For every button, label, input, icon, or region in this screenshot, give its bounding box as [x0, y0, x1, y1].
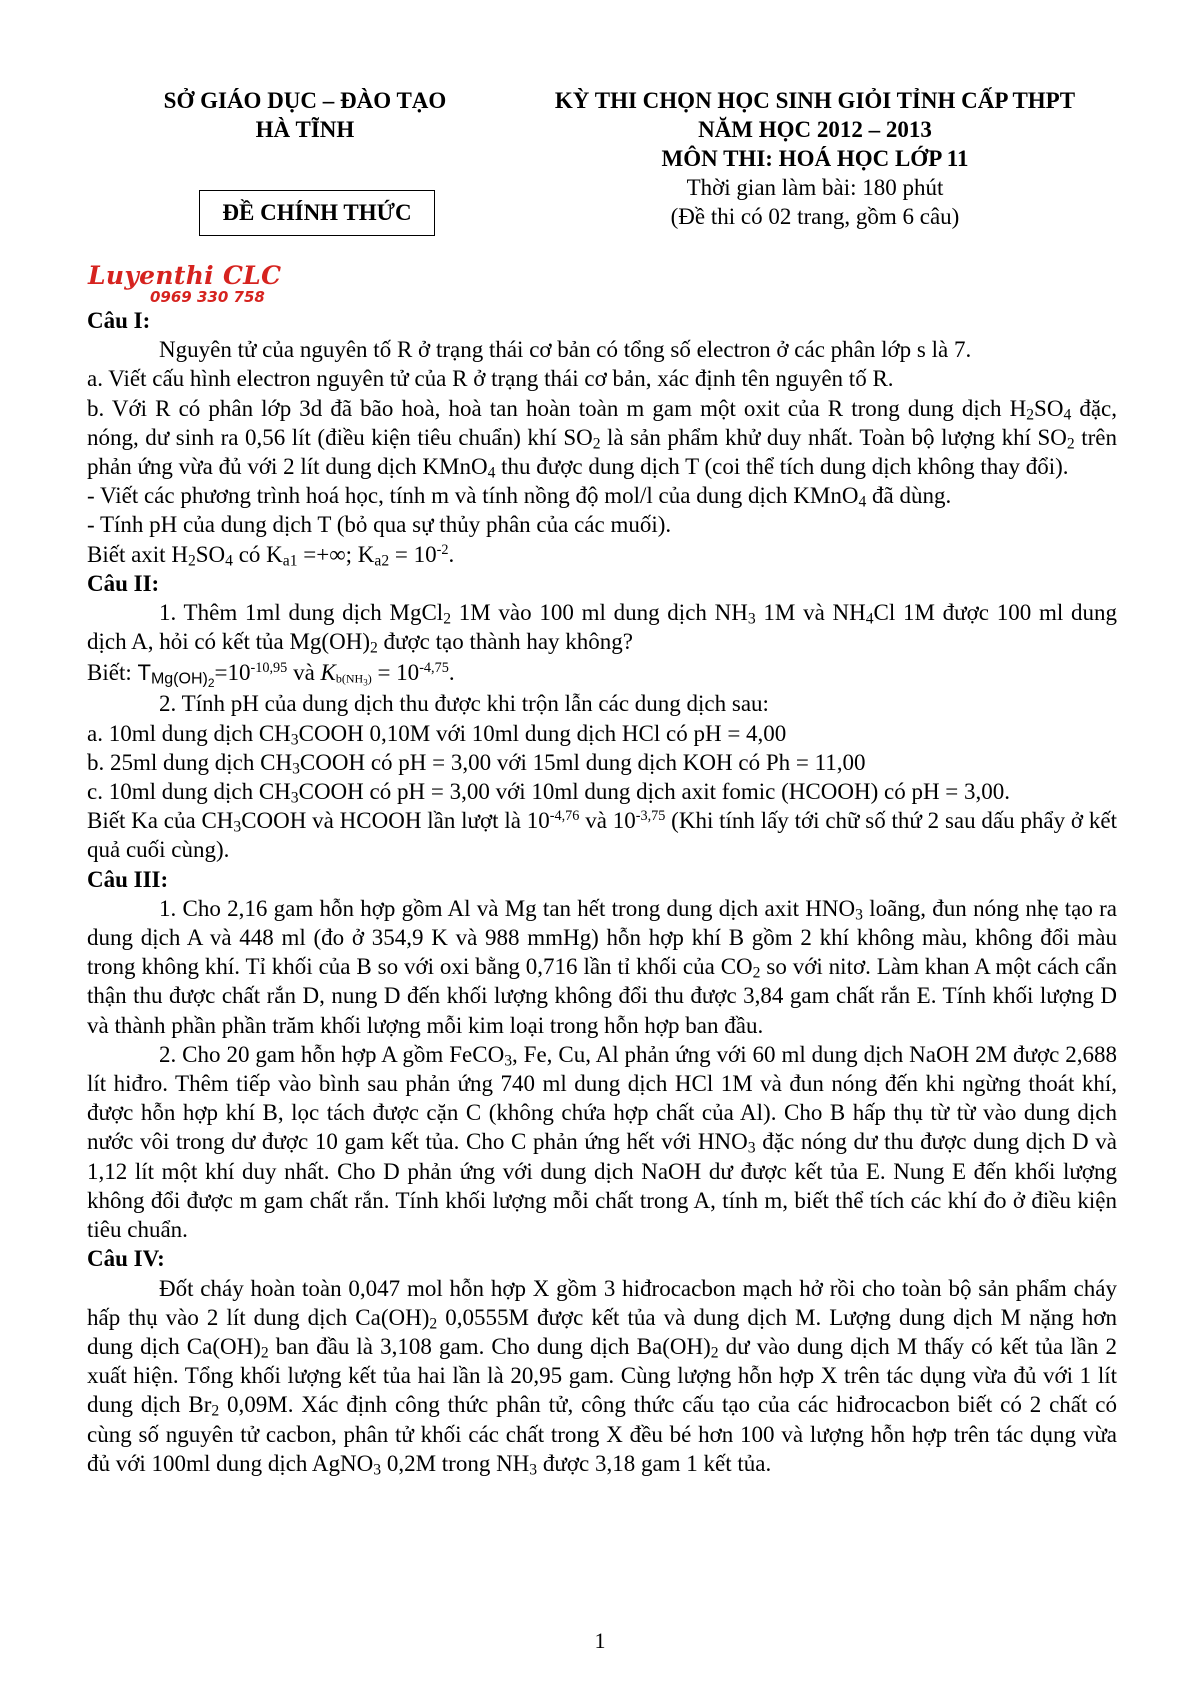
question-4-text: Đốt cháy hoàn toàn 0,047 mol hỗn hợp X gồm 3 hiđrocacbon mạch hở rồi cho toàn bộ sản phẩm cháy hấp thụ vào 2 lít dung dịch $Ca(OH)_2$ 0,0555M được kết tủa và dung dịch M. Lượng dung dịch M nặng hơn dung dịch $Ca(OH)_2$ ban đầu là 3,108 gam. Cho dung dịch $Ba(OH)_2$ dư vào dung dịch M thấy có kết tủa lần 2 xuất hiện. Tổng khối lượng kết tủa hai lần là 20,95 gam. Cùng lượng hỗn hợp X trên tác dụng vừa đủ với 1 lít dung dịch $Br_2$ 0,09M. Xác định công thức phân tử, công thức cấu tạo của các hiđrocacbon biết có 2 chất có cùng số nguyên tử cacbon, phân tử khối các chất trong X đều bé hơn 100 và lượng hỗn hợp trên tác dụng vừa đủ với 100ml dung dịch AgNO$_3$ 0,2M trong $NH_3$ được 3,18 gam 1 kết tủa. [87, 1275, 1117, 1479]
question-1-part-a: a. Viết cấu hình electron nguyên tử của R ở trạng thái cơ bản, xác định tên nguyên tố R. [87, 366, 894, 392]
question-2-case-a: a. 10ml dung dịch $CH_3COOH$ 0,10M với 10ml dung dịch HCl có pH = 4,00 [87, 720, 787, 749]
question-3-title: Câu III: [87, 866, 169, 892]
question-2-constants: Biết: $T_{Mg(OH)2}=10^{-10,95}$ và $K_{b(NH3)} = 10^{-4,75}$. [87, 660, 455, 691]
question-3-part-1: 1. Cho 2,16 gam hỗn hợp gồm Al và Mg tan hết trong dung dịch axit $HNO_3$ loãng, đun nóng nhẹ tạo ra dung dịch A và 448 ml (đo ở 354,9 K và 988 mmHg) hỗn hợp khí B gồm 2 khí không màu, không đổi màu trong không khí. Tỉ khối của B so với oxi bằng 0,716 lần tỉ khối của $CO_2$ so với nitơ. Làm khan A một cách cẩn thận thu được chất rắn D, nung D đến khối lượng không đổi thu được 3,84 gam chất rắn E. Tính khối lượng D và thành phần phần trăm khối lượng mỗi kim loại trong hỗn hợp ban đầu. [87, 895, 1118, 1038]
logo-phone: 0969 330 758 [150, 288, 265, 306]
question-2-case-b: b. 25ml dung dịch $CH_3COOH$ có pH = 3,00 với 15ml dung dịch KOH có Ph = 11,00 [87, 749, 866, 778]
exam-body [87, 306, 1117, 1478]
school-year: NĂM HỌC 2012 – 2013 [698, 117, 932, 142]
question-1-given: Biết axit $H_2SO_4$ có $K_{a1}$ =+∞; $K_{a2} = 10^{-2}$. [87, 541, 455, 570]
province-name: HÀ TĨNH [255, 117, 355, 142]
question-4-title: Câu IV: [87, 1246, 165, 1272]
question-1-part-b: b. Với R có phân lớp 3d đã bão hoà, hoà tan hoàn toàn m gam một oxit của R trong dung dịch $H_2SO_4$ đặc, nóng, dư sinh ra 0,56 lít (điều kiện tiêu chuẩn) khí $SO_2$ là sản phẩm khử duy nhất. Toàn bộ lượng khí $SO_2$ trên phản ứng vừa đủ với 2 lít dung dịch KMnO$_4$ thu được dung dịch T (coi thể tích dung dịch không thay đổi). [87, 395, 1118, 482]
subject: MÔN THI: HOÁ HỌC LỚP 11 [661, 146, 969, 171]
time-limit: Thời gian làm bài: 180 phút [686, 175, 944, 200]
department-name: SỞ GIÁO DỤC – ĐÀO TẠO [163, 88, 447, 113]
question-1-task-1: - Viết các phương trình hoá học, tính m và tính nồng độ mol/l của dung dịch KMnO$_4$ đã dùng. [87, 483, 952, 511]
question-1-intro: Nguyên tử của nguyên tố R ở trạng thái cơ bản có tổng số electron ở các phân lớp s là 7. [159, 337, 972, 363]
exam-info: (Đề thi có 02 trang, gồm 6 câu) [670, 204, 960, 229]
official-exam-box: ĐỀ CHÍNH THỨC [199, 190, 435, 236]
question-2-part-2: 2. Tính pH của dung dịch thu được khi trộn lẫn các dung dịch sau: [159, 691, 769, 717]
exam-title: KỲ THI CHỌN HỌC SINH GIỎI TỈNH CẤP THPT [554, 88, 1076, 113]
question-2-ka-note: Biết Ka của $CH_3COOH$ và HCOOH lần lượt là $10^{-4,76}$ và $10^{-3,75}$ (Khi tính lấy tới chữ số thứ 2 sau dấu phẩy ở kết quả cuối cùng). [87, 808, 1117, 863]
question-2-case-c: c. 10ml dung dịch $CH_3COOH$ có pH = 3,00 với 10ml dung dịch axit fomic (HCOOH) có pH = 3,00. [87, 779, 1011, 807]
header-right [505, 86, 1125, 231]
header-left [130, 86, 480, 144]
question-1-task-2: - Tính pH của dung dịch T (bỏ qua sự thủy phân của các muối). [87, 512, 672, 538]
page-number: 1 [594, 1628, 606, 1653]
question-2-part-1: 1. Thêm 1ml dung dịch MgCl$_2$ 1M vào 100 ml dung dịch $NH_3$ 1M và $NH_4Cl$ 1M được 100 ml dung dịch A, hỏi có kết tủa $Mg(OH)_2$ được tạo thành hay không? [87, 600, 1117, 657]
luyenthi-logo [88, 262, 318, 305]
question-1-title: Câu I: [87, 308, 151, 333]
question-3-part-2: 2. Cho 20 gam hỗn hợp A gồm FeCO$_3$, Fe, Cu, Al phản ứng với 60 ml dung dịch NaOH 2M được 2,688 lít hiđro. Thêm tiếp vào bình sau phản ứng 740 ml dung dịch HCl 1M và đun nóng đến khi ngừng thoát khí, được hỗn hợp khí B, lọc tách được cặn C (không chứa hợp chất của Al). Cho B hấp thụ từ từ vào dung dịch nước vôi trong dư được 10 gam kết tủa. Cho C phản ứng hết với $HNO_3$ đặc nóng dư thu được dung dịch D và 1,12 lít một khí duy nhất. Cho D phản ứng với dung dịch NaOH dư được kết tủa E. Nung E đến khối lượng không đổi được m gam chất rắn. Tính khối lượng mỗi chất trong A, tính m, biết thể tích các khí đo ở điều kiện tiêu chuẩn. [87, 1041, 1118, 1243]
question-2-title: Câu II: [87, 570, 160, 596]
logo-name: Luyenthi CLC [88, 261, 282, 290]
